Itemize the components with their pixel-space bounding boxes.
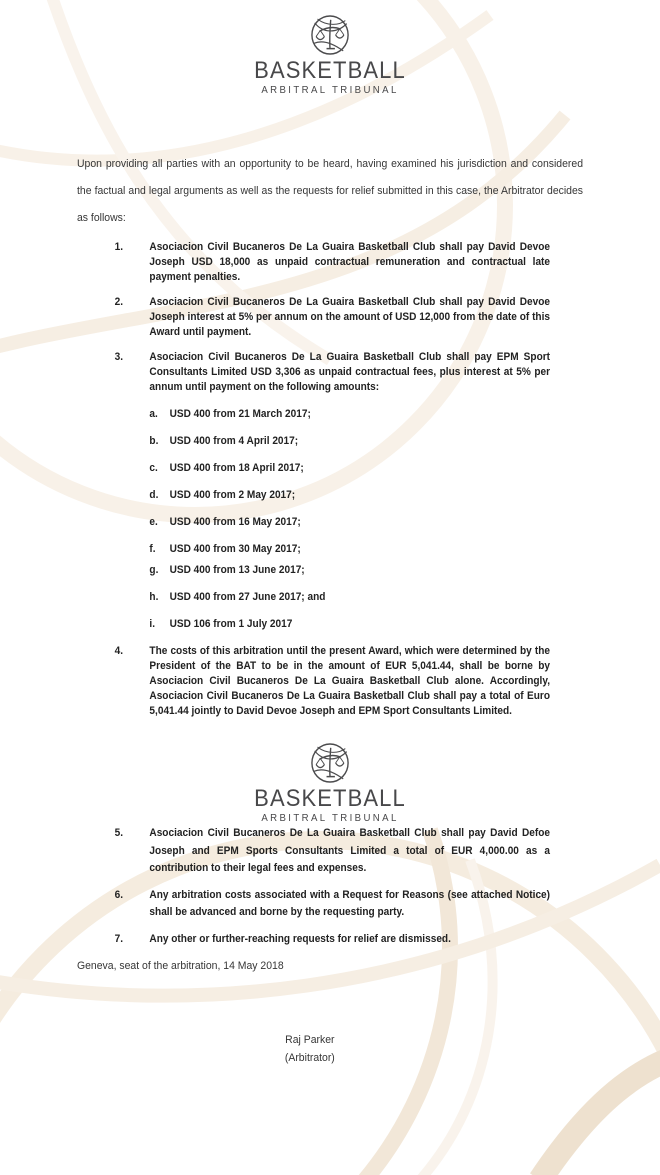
intro-paragraph: Upon providing all parties with an opportunity to be heard, having examined his jurisdiction and considered the factual and legal arguments as well as the requests for relief submitted in this case, the Arbitrator decides as follows: [77, 158, 584, 224]
decisions-list-upper [0, 240, 660, 719]
logo-subtitle: ARBITRAL TRIBUNAL [261, 84, 399, 96]
payment-item-a [149, 407, 550, 422]
decision-number: 1. [114, 241, 124, 253]
decision-item-7 [115, 931, 660, 949]
decision-text: Asociacion Civil Bucaneros De La Guaira Basketball Club shall pay EPM Sport Consultants Limited USD 3,306 as unpaid contractual fees, plus interest at 5% per annum until payment on the following amounts: [149, 351, 551, 393]
payment-item-i [149, 617, 550, 632]
payment-item-f [149, 542, 550, 557]
logo-title: BASKETBALL [254, 785, 406, 812]
payment-item-g [149, 563, 550, 578]
decision-number: 6. [114, 888, 124, 901]
payment-item-c [149, 461, 550, 476]
decision-item-5 [115, 825, 660, 878]
decision-item-4 [115, 644, 660, 719]
payment-text: USD 400 from 21 March 2017; [169, 408, 311, 420]
decision-text: Any other or further-reaching requests for relief are dismissed. [149, 932, 451, 945]
decision-item-6 [115, 887, 660, 922]
payment-letter: f. [149, 543, 156, 555]
payment-text: USD 400 from 16 May 2017; [169, 516, 301, 528]
signature-name: Raj Parker [285, 1034, 335, 1046]
decision-text: Asociacion Civil Bucaneros De La Guaira Basketball Club shall pay David Defoe Joseph and EPM Sports Consultants Limited a total of EUR 4,000.00 as a contribution to their legal fees and expenses. [149, 827, 551, 874]
payment-text: USD 400 from 27 June 2017; and [169, 591, 326, 603]
decisions-list-lower [0, 825, 660, 948]
bat-logo-top [0, 0, 660, 97]
decision-item-2 [115, 295, 660, 340]
decision-text: Any arbitration costs associated with a Request for Reasons (see attached Notice) shall be advanced and borne by the requesting party. [149, 888, 551, 918]
logo-title: BASKETBALL [254, 57, 406, 84]
decision-text: Asociacion Civil Bucaneros De La Guaira Basketball Club shall pay David Devoe Joseph USD 18,000 as unpaid contractual remuneration and contractual late payment penalties. [149, 241, 551, 283]
decision-number: 3. [114, 351, 124, 363]
payment-text: USD 400 from 13 June 2017; [169, 564, 305, 576]
decision-text: Asociacion Civil Bucaneros De La Guaira Basketball Club shall pay David Devoe Joseph interest at 5% per annum on the amount of USD 12,000 from the date of this Award until payment. [149, 296, 551, 338]
payment-text: USD 400 from 4 April 2017; [169, 435, 299, 447]
payment-letter: h. [149, 591, 159, 603]
payment-letter: a. [149, 408, 158, 420]
payment-letter: i. [149, 618, 156, 630]
decision-text: The costs of this arbitration until the present Award, which were determined by the President of the BAT to be in the amount of EUR 5,041.44, shall be borne by Asociacion Civil Bucaneros De La Guaira Basketball Club alone. Accordingly, Asociacion Civil Bucaneros De La Guaira Basketball Club shall pay a total of Euro 5,041.44 jointly to David Devoe Joseph and EPM Sport Consultants Limited. [149, 645, 551, 717]
payment-item-e [149, 515, 550, 530]
place-date-line: Geneva, seat of the arbitration, 14 May 2018 [77, 960, 284, 972]
logo-subtitle: ARBITRAL TRIBUNAL [261, 812, 399, 824]
signature-role: (Arbitrator) [284, 1052, 335, 1064]
payment-text: USD 400 from 2 May 2017; [169, 489, 296, 501]
payment-item-b [149, 434, 550, 449]
payment-schedule-list [149, 407, 550, 632]
payment-letter: g. [149, 564, 159, 576]
payment-text: USD 400 from 18 April 2017; [169, 462, 304, 474]
payment-letter: b. [149, 435, 159, 447]
decision-number: 7. [114, 932, 124, 945]
decision-item-1 [115, 240, 660, 285]
payment-letter: d. [149, 489, 159, 501]
decision-item-3 [115, 350, 660, 632]
decision-number: 2. [114, 296, 124, 308]
payment-text: USD 106 from 1 July 2017 [169, 618, 293, 630]
payment-letter: c. [149, 462, 158, 474]
bat-basketball-scales-icon [309, 741, 351, 785]
bat-logo-middle [0, 741, 660, 825]
payment-letter: e. [149, 516, 158, 528]
bat-basketball-scales-icon [309, 13, 351, 57]
decision-number: 5. [114, 827, 124, 839]
decision-number: 4. [114, 645, 124, 657]
payment-text: USD 400 from 30 May 2017; [169, 543, 301, 555]
payment-item-h [149, 590, 550, 605]
signature-block [0, 1031, 640, 1067]
payment-item-d [149, 488, 550, 503]
